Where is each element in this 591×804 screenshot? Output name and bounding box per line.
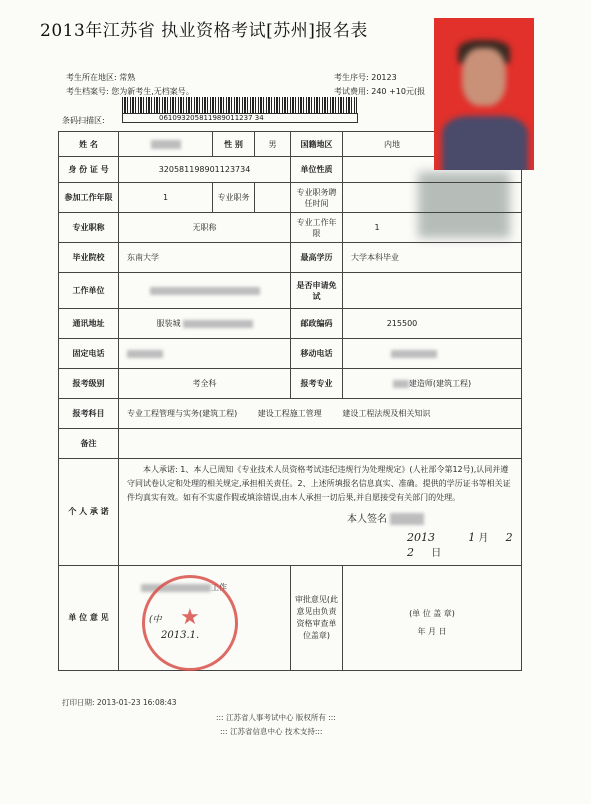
school-value: 东南大学 (119, 243, 291, 273)
zip-value: 215500 (343, 309, 522, 339)
id-value: 320581198901123734 (119, 157, 291, 183)
seal-star-icon: ★ (180, 605, 200, 630)
work-year-value: 1 (119, 183, 213, 213)
subject-3: 建设工程法规及相关知识 (342, 409, 431, 418)
id-label: 身 份 证 号 (59, 157, 119, 183)
mobile-value (343, 339, 522, 369)
nationality-label: 国籍地区 (291, 132, 343, 157)
seq-value: 20123 (371, 73, 397, 82)
prof-years-value: 1 (343, 213, 522, 243)
school-label: 毕业院校 (59, 243, 119, 273)
subjects-label: 报考科目 (59, 399, 119, 429)
prof-title-value: 无职称 (119, 213, 291, 243)
title-job-label: 专业职务 (213, 183, 255, 213)
zip-label: 邮政编码 (291, 309, 343, 339)
work-year-label: 参加工作年限 (59, 183, 119, 213)
prof-title-label: 专业职称 (59, 213, 119, 243)
subject-1: 专业工程管理与实务(建筑工程) (127, 409, 238, 418)
phone-value (119, 339, 291, 369)
unit-opinion-label: 单 位 意 见 (59, 566, 119, 671)
gender-label: 性 别 (213, 132, 255, 157)
location-row (66, 72, 135, 83)
exempt-value (343, 273, 522, 309)
tech-support: ::: 江苏省信息中心 技术支持::: (220, 727, 323, 736)
location-value: 常熟 (119, 73, 136, 82)
edu-value: 大学本科毕业 (343, 243, 522, 273)
name-label: 姓 名 (59, 132, 119, 157)
unit-nature-label: 单位性质 (291, 157, 343, 183)
unit-opinion-cell: 工作 (中 2013.1. (119, 566, 291, 671)
prof-years-label: 专业工作年限 (291, 213, 343, 243)
print-date: 打印日期: 2013-01-23 16:08:43 (62, 698, 177, 707)
edu-label: 最高学历 (291, 243, 343, 273)
fee-label: 考试费用: (334, 87, 369, 96)
major-value: 建造师(建筑工程) (343, 369, 522, 399)
subjects-value (119, 399, 522, 429)
promise-cell (119, 459, 522, 566)
applicant-photo (434, 18, 534, 170)
location-label: 考生所在地区: (66, 73, 117, 82)
page-title: 2013年江苏省 执业资格考试[苏州]报名表 (40, 21, 368, 41)
archive-value: 您为新考生,无档案号。 (111, 87, 194, 96)
name-value (119, 132, 213, 157)
review-cell (343, 566, 522, 671)
employer-label: 工作单位 (59, 273, 119, 309)
seal-text: (单 位 盖 章) (409, 609, 455, 618)
ymd-text: 年 月 日 (417, 627, 447, 636)
title-hire-label: 专业职务聘任时间 (291, 183, 343, 213)
fee-row (334, 86, 425, 97)
signature-row (127, 513, 513, 527)
personal-promise-label: 个 人 承 诺 (59, 459, 119, 566)
major-label: 报考专业 (291, 369, 343, 399)
remarks-value (119, 429, 522, 459)
remarks-label: 备注 (59, 429, 119, 459)
barcode-label: 条码扫描区: (62, 116, 105, 125)
copyright: ::: 江苏省人事考试中心 版权所有 ::: (216, 713, 336, 722)
level-label: 报考级别 (59, 369, 119, 399)
signature-label: 本人签名 (347, 514, 387, 525)
archive-label: 考生档案号: (66, 87, 109, 96)
address-label: 通讯地址 (59, 309, 119, 339)
nationality-value: 内地 (343, 132, 522, 157)
subject-2: 建设工程施工管理 (257, 409, 322, 418)
review-label: 审批意见(此意见由负责资格审查单位盖章) (291, 566, 343, 671)
exempt-label: 是否申请免试 (291, 273, 343, 309)
seq-row (334, 72, 397, 83)
title-job-value (255, 183, 291, 213)
mobile-label: 移动电话 (291, 339, 343, 369)
address-value: 服装城 (119, 309, 291, 339)
seq-label: 考生序号: (334, 73, 369, 82)
employer-value (119, 273, 291, 309)
level-value: 考全科 (119, 369, 291, 399)
fee-value: 240 +10元(报 (371, 87, 426, 96)
phone-label: 固定电话 (59, 339, 119, 369)
registration-form (58, 131, 522, 671)
promise-text: 本人承诺: 1、本人已周知《专业技术人员资格考试违纪违规行为处理规定》(人社部令第12号),认同并遵守同试卷认定和处理的相关规定,承担相关责任。2、上述所填报名信息真实、准确。提供的学历证书等相关证件均真实有效。如有不实虚作假或填涂错误,由本人承担一切后果,并自愿接受有关部门的处理。 (127, 465, 511, 502)
barcode-icon (122, 97, 357, 113)
sign-date: 2013 1 月 22 日 (407, 531, 513, 559)
archive-row (66, 86, 194, 97)
barcode-value: 061093205811989011237 34 (122, 113, 358, 123)
title-hire-value (343, 183, 522, 213)
gender-value: 男 (255, 132, 291, 157)
